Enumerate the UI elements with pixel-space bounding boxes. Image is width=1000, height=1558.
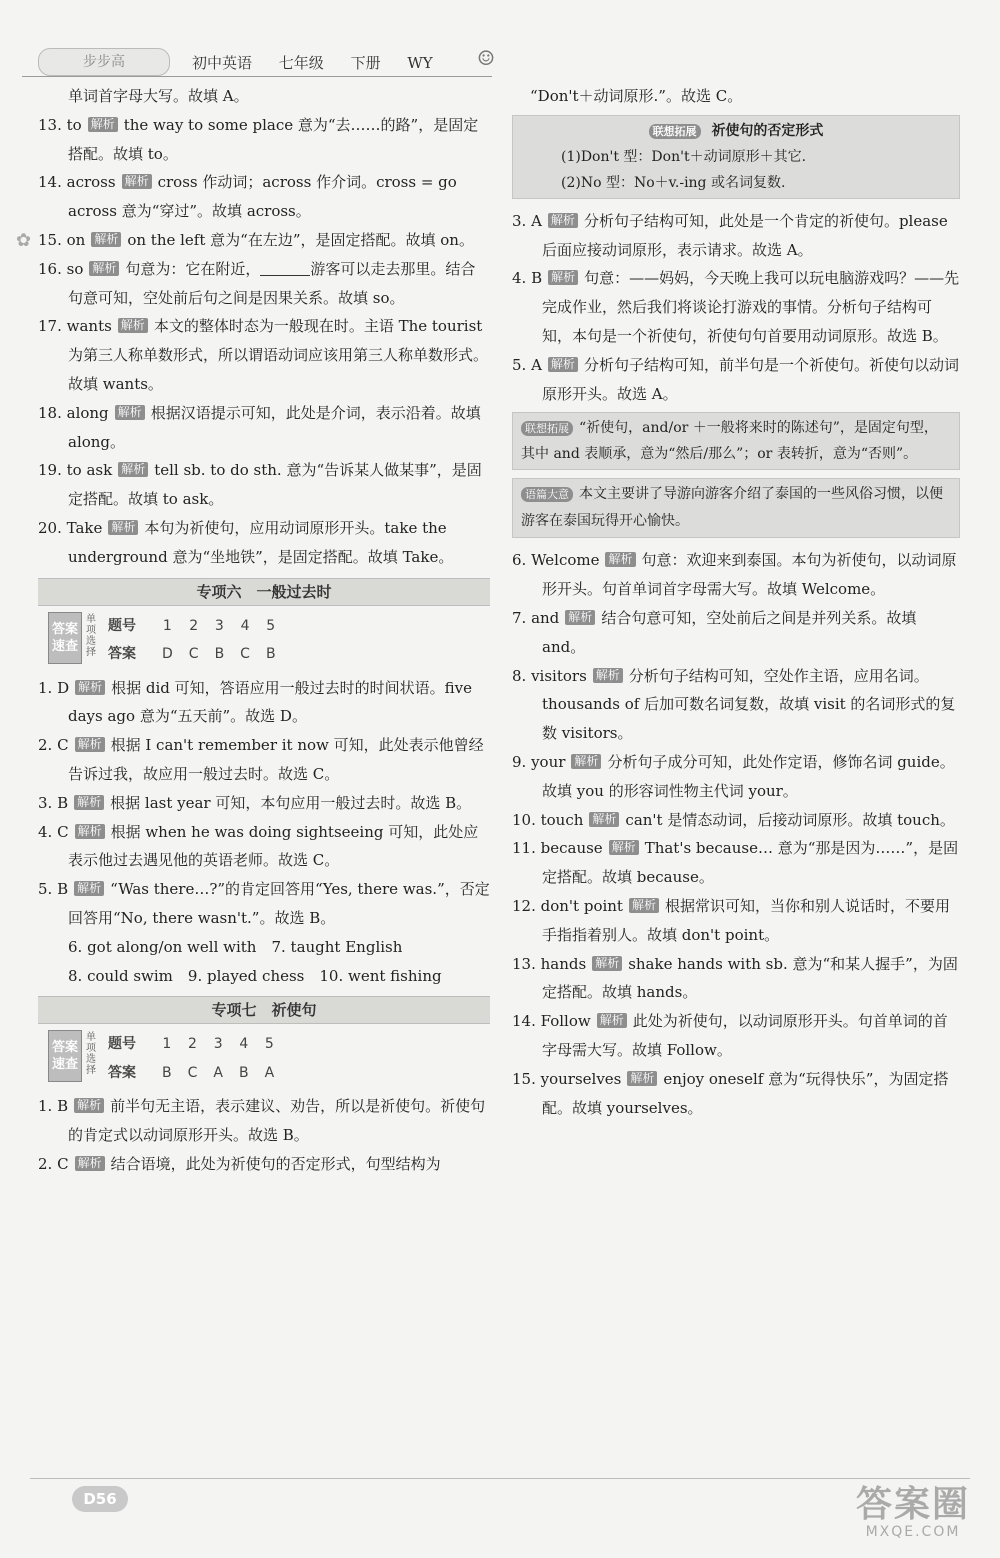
answer-item xyxy=(38,789,490,818)
page-header xyxy=(22,44,502,78)
analysis-tag: 解析 xyxy=(75,680,105,695)
table-head: 题号 xyxy=(108,1036,136,1053)
header-edition: WY xyxy=(407,54,433,72)
analysis-tag: 解析 xyxy=(592,956,622,971)
analysis-tag: 解析 xyxy=(571,754,601,769)
answer-quick-check xyxy=(48,612,490,666)
answer-key: 13. to xyxy=(38,115,82,134)
answer-key: 19. to ask xyxy=(38,461,113,480)
analysis-tag: 解析 xyxy=(597,1013,627,1028)
analysis-tag: 解析 xyxy=(593,668,623,683)
answer-key: 17. wants xyxy=(38,317,112,336)
answer-key: 14. across xyxy=(38,173,116,192)
answer-cell: C xyxy=(188,646,199,663)
answer-item xyxy=(38,1150,490,1179)
answer-table xyxy=(100,1030,282,1088)
header-grade: 七年级 xyxy=(278,54,324,72)
answer-key: 11. because xyxy=(512,839,603,858)
watermark-url: MXQE.COM xyxy=(865,1524,961,1540)
answer-item xyxy=(512,207,960,265)
answer-cell: D xyxy=(162,646,173,663)
analysis-text: 句意：欢迎来到泰国。本句为祈使句，以动词原形开头。句首单词首字母需大写。故填 Welcome。 xyxy=(542,551,957,599)
analysis-text: “Was there…?”的肯定回答用“Yes, there was.”，否定回答用“No, there wasn't.”。故选 B。 xyxy=(68,880,490,927)
answer-key: 2. C xyxy=(38,736,69,755)
answer-item xyxy=(38,111,490,169)
answer-item xyxy=(38,168,490,226)
analysis-text: 结合语境，此处为祈使句的否定形式，句型结构为 xyxy=(110,1154,441,1173)
watermark xyxy=(838,1484,988,1540)
analysis-text: 游客可以走去那里。结合句意可知，空处前后句之间是因果关系。故填 so。 xyxy=(68,259,476,307)
question-number: 1 xyxy=(162,1036,172,1053)
continuation-text: “Don't＋动词原形.”。故选 C。 xyxy=(530,87,743,105)
extension-badge: 联想拓展 xyxy=(649,124,701,139)
question-number: 4 xyxy=(239,1036,249,1053)
answer-cell: A xyxy=(213,1065,223,1082)
question-number: 2 xyxy=(189,617,199,634)
answer-item xyxy=(512,604,960,662)
analysis-tag: 解析 xyxy=(75,824,105,839)
answer-cell: B xyxy=(265,646,276,663)
analysis-tag: 解析 xyxy=(91,232,121,247)
analysis-text: 句意：——妈妈，今天晚上我可以玩电脑游戏吗？——先完成作业，然后我们将谈论打游戏的事情。分析句子结构可知，本句是一个祈使句，祈使句句首要用动词原形。故选 B。 xyxy=(542,269,960,345)
answer-item xyxy=(38,818,490,876)
analysis-tag: 解析 xyxy=(565,610,595,625)
analysis-text: 根据 did 可知，答语应用一般过去时的时间状语。five days ago 意为“五天前”。故选 D。 xyxy=(68,678,473,726)
table-head: 答案 xyxy=(108,1065,136,1082)
answer-item xyxy=(512,351,960,409)
analysis-tag: 解析 xyxy=(108,520,138,535)
analysis-text: That's because… 意为“那是因为……”，是固定搭配。故填 because。 xyxy=(542,839,959,887)
header-rule xyxy=(22,76,492,77)
answer-item xyxy=(512,1007,960,1065)
analysis-text: can't 是情态动词，后接动词原形。故填 touch。 xyxy=(625,810,955,829)
answer-item xyxy=(512,834,960,892)
page-number: D56 xyxy=(72,1486,128,1512)
answer-item xyxy=(512,748,960,806)
analysis-text: 分析句子结构可知，空处作主语，应用名词。thousands of 后加可数名词复数，故填 visit 的名词形式的复数 visitors。 xyxy=(542,666,956,743)
answer-quick-check xyxy=(48,1030,490,1084)
analysis-text: shake hands with sb. 意为“和某人握手”，为固定搭配。故填 hands。 xyxy=(542,954,958,1002)
analysis-text: 前半句无主语，表示建议、劝告，所以是祈使句。祈使句的肯定式以动词原形开头。故选 B。 xyxy=(68,1097,486,1145)
extension-box xyxy=(512,412,960,470)
answer-key: 3. B xyxy=(38,793,69,812)
answer-line: 8. could swim 9. played chess 10. went fishing xyxy=(68,966,442,985)
answer-cell: B xyxy=(162,1065,172,1082)
passage-summary xyxy=(512,478,960,538)
answer-item xyxy=(512,892,960,950)
answer-key: 15. on xyxy=(38,230,86,249)
extension-line: (2)No 型：No＋v.-ing 或名词复数. xyxy=(561,174,786,191)
answer-key: 6. Welcome xyxy=(512,551,600,570)
analysis-text: the way to some place 意为“去……的路”，是固定搭配。故填 to。 xyxy=(68,115,479,163)
extension-text: “祈使句，and/or ＋一般将来时的陈述句”，是固定句型，其中 and 表顺承，意为“然后/那么”；or 表转折，意为“否则”。 xyxy=(521,420,938,463)
summary-badge: 语篇大意 xyxy=(521,487,573,502)
analysis-tag: 解析 xyxy=(122,174,152,189)
header-volume: 下册 xyxy=(350,54,381,72)
analysis-tag: 解析 xyxy=(548,270,578,285)
analysis-tag: 解析 xyxy=(118,462,148,477)
answer-key: 18. along xyxy=(38,403,109,422)
analysis-text: 根据汉语提示可知，此处是介词，表示沿着。故填 along。 xyxy=(68,403,481,451)
answer-cell: B xyxy=(238,1065,249,1082)
answer-item xyxy=(512,546,960,604)
answer-item xyxy=(38,1092,490,1150)
extension-line: (1)Don't 型：Don't＋动词原形＋其它. xyxy=(561,148,807,165)
analysis-text: 分析句子结构可知，此处是一个肯定的祈使句。please 后面应接动词原形，表示请求。故选 A。 xyxy=(542,211,948,259)
answer-key: 14. Follow xyxy=(512,1012,591,1031)
answer-item xyxy=(38,674,490,732)
analysis-tag: 解析 xyxy=(115,405,145,420)
question-type-label: 单项选择 xyxy=(86,613,96,658)
answer-key: 5. A xyxy=(512,355,542,374)
answer-key: 12. don't point xyxy=(512,896,623,915)
question-number: 5 xyxy=(264,1036,274,1053)
analysis-text: enjoy oneself 意为“玩得快乐”，为固定搭配。故填 yourselves。 xyxy=(542,1069,949,1117)
question-number: 3 xyxy=(213,1036,223,1053)
answer-cell: A xyxy=(264,1065,275,1082)
analysis-text: on the left 意为“在左边”，是固定搭配。故填 on。 xyxy=(127,230,474,249)
analysis-tag: 解析 xyxy=(609,840,639,855)
analysis-text: 根据 when he was doing sightseeing 可知，此处应表示他过去遇见他的英语老师。故选 C。 xyxy=(68,822,479,870)
answer-cell: C xyxy=(187,1065,198,1082)
analysis-tag: 解析 xyxy=(74,1098,104,1113)
mascot-icon: ☺ xyxy=(477,46,495,70)
watermark-title: 答案圈 xyxy=(855,1483,970,1525)
section-title: 专项七 祈使句 xyxy=(38,996,490,1024)
answer-table xyxy=(100,612,284,670)
answer-item xyxy=(38,731,490,789)
question-number: 4 xyxy=(240,617,250,634)
analysis-text: 分析句子结构可知，前半句是一个祈使句。祈使句以动词原形开头。故选 A。 xyxy=(542,355,959,403)
answer-key: 8. visitors xyxy=(512,666,587,685)
analysis-tag: 解析 xyxy=(75,1156,105,1171)
analysis-text: 本文的整体时态为一般现在时。主语 The tourist 为第三人称单数形式，所以谓语动词应该用第三人称单数形式。故填 wants。 xyxy=(68,317,489,393)
answer-key: 1. B xyxy=(38,1097,69,1116)
answer-item xyxy=(38,875,490,933)
answer-key: 10. touch xyxy=(512,810,584,829)
analysis-tag: 解析 xyxy=(589,812,619,827)
answer-key: 2. C xyxy=(38,1154,69,1173)
answer-item xyxy=(512,662,960,748)
answer-item xyxy=(38,226,490,255)
right-column xyxy=(512,82,960,1122)
answer-cell: B xyxy=(214,646,225,663)
summary-text: 本文主要讲了导游向游客介绍了泰国的一些风俗习惯，以便游客在泰国玩得开心愉快。 xyxy=(521,486,943,530)
answer-key: 13. hands xyxy=(512,954,587,973)
analysis-text: 句意为：它在附近， xyxy=(125,259,261,278)
answer-key: 15. yourselves xyxy=(512,1069,622,1088)
footer-rule xyxy=(30,1478,970,1479)
brand-logo: 步步高 xyxy=(38,48,170,76)
question-number: 3 xyxy=(214,617,224,634)
answer-item xyxy=(38,456,490,514)
answer-item xyxy=(38,514,490,572)
answer-key: 5. B xyxy=(38,880,69,899)
analysis-tag: 解析 xyxy=(118,318,148,333)
analysis-tag: 解析 xyxy=(548,357,578,372)
quick-check-label: 答案速查 xyxy=(48,1030,82,1082)
analysis-tag: 解析 xyxy=(89,261,119,276)
answer-key: 7. and xyxy=(512,608,560,627)
analysis-tag: 解析 xyxy=(75,737,105,752)
answer-line: 6. got along/on well with 7. taught English xyxy=(68,937,403,956)
analysis-tag: 解析 xyxy=(548,213,578,228)
analysis-tag: 解析 xyxy=(74,881,104,896)
answer-key: 1. D xyxy=(38,678,70,697)
extension-heading: 祈使句的否定形式 xyxy=(711,122,824,139)
analysis-tag: 解析 xyxy=(627,1071,657,1086)
analysis-tag: 解析 xyxy=(605,552,635,567)
analysis-text: 此处为祈使句，以动词原形开头。句首单词的首字母需大写。故填 Follow。 xyxy=(542,1012,948,1059)
header-info xyxy=(192,52,455,73)
answer-item xyxy=(512,1065,960,1123)
answer-item xyxy=(38,312,490,398)
continuation-text: 单词首字母大写。故填 A。 xyxy=(68,87,249,105)
analysis-text: cross 作动词；across 作介词。cross = go across 意为“穿过”。故填 across。 xyxy=(68,173,457,221)
question-number: 2 xyxy=(188,1036,197,1053)
table-head: 题号 xyxy=(108,617,136,634)
mascot-side-icon: ✿ xyxy=(16,230,32,251)
answer-key: 20. Take xyxy=(38,518,103,537)
left-column xyxy=(38,82,490,1179)
extension-box xyxy=(512,115,960,199)
analysis-tag: 解析 xyxy=(88,117,118,132)
section-title: 专项六 一般过去时 xyxy=(38,578,490,606)
answer-item xyxy=(38,255,490,313)
quick-check-label: 答案速查 xyxy=(48,612,82,664)
question-number: 5 xyxy=(266,617,276,634)
header-subject: 初中英语 xyxy=(192,54,253,72)
analysis-text: 根据 I can't remember it now 可知，此处表示他曾经告诉过我，故应用一般过去时。故选 C。 xyxy=(68,736,484,783)
answer-item xyxy=(512,264,960,350)
table-head: 答案 xyxy=(108,646,136,663)
question-type-label: 单项选择 xyxy=(86,1032,96,1077)
analysis-text: 本句为祈使句，应用动词原形开头。take the underground 意为“坐地铁”，是固定搭配。故填 Take。 xyxy=(68,518,454,566)
answer-item xyxy=(512,806,960,835)
extension-title xyxy=(521,118,951,144)
analysis-text: 结合句意可知，空处前后之间是并列关系。故填 and。 xyxy=(542,608,917,656)
blank-line xyxy=(260,261,310,276)
analysis-text: tell sb. to do sth. 意为“告诉某人做某事”，是固定搭配。故填 to ask。 xyxy=(68,461,482,509)
page-footer xyxy=(30,1478,990,1538)
answer-key: 3. A xyxy=(512,211,542,230)
answer-key: 4. B xyxy=(512,269,543,288)
question-number: 1 xyxy=(162,617,172,634)
analysis-text: 分析句子成分可知，此处作定语，修饰名词 guide。故填 you 的形容词性物主代词 your。 xyxy=(542,752,955,800)
analysis-text: 根据 last year 可知，本句应用一般过去时。故选 B。 xyxy=(110,793,472,812)
answer-item xyxy=(38,399,490,457)
extension-badge: 联想拓展 xyxy=(521,421,573,436)
answer-key: 16. so xyxy=(38,259,84,278)
answer-item xyxy=(512,950,960,1008)
answer-key: 4. C xyxy=(38,822,69,841)
analysis-text: 根据常识可知，当你和别人说话时，不要用手指指着别人。故填 don't point。 xyxy=(542,896,950,944)
answer-cell: C xyxy=(240,646,250,663)
answer-key: 9. your xyxy=(512,752,566,771)
analysis-tag: 解析 xyxy=(629,898,659,913)
analysis-tag: 解析 xyxy=(74,795,104,810)
